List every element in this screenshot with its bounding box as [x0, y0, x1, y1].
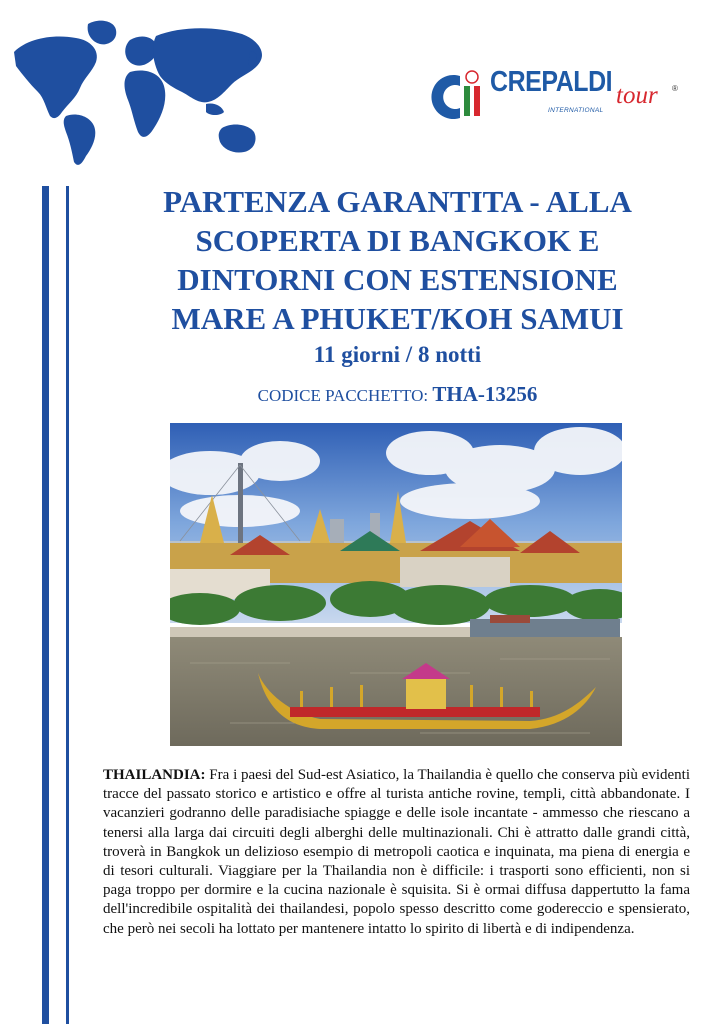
crepaldi-tour-logo [426, 62, 688, 124]
map-australia [219, 125, 256, 153]
page-title [100, 182, 695, 338]
title-line: DINTORNI CON ESTENSIONE [177, 262, 618, 297]
trip-duration: 11 giorni / 8 notti [313, 342, 482, 367]
logo-registered: ® [672, 84, 678, 93]
map-europe [125, 37, 157, 66]
package-code [100, 382, 695, 407]
title-line: SCOPERTA DI BANGKOK E [195, 223, 600, 258]
accent-line-left [42, 186, 49, 1024]
description-paragraph [103, 766, 690, 939]
accent-line-right [66, 186, 69, 1024]
map-asia [153, 28, 262, 102]
package-code-value: THA-13256 [432, 382, 538, 406]
package-code-label: CODICE PACCHETTO: [257, 386, 429, 405]
bangkok-photo [170, 423, 622, 746]
map-south-america [64, 114, 96, 164]
title-line: PARTENZA GARANTITA - ALLA [163, 184, 632, 219]
map-north-america [14, 37, 97, 119]
map-africa [125, 71, 166, 137]
logo-mark-icon [426, 68, 488, 122]
logo-script: tour [616, 82, 658, 109]
title-line: MARE A PHUKET/KOH SAMUI [171, 301, 624, 336]
description-lead: THAILANDIA: [103, 767, 206, 783]
world-map-graphic [10, 12, 268, 170]
logo-international: INTERNATIONAL [548, 107, 604, 114]
map-se-asia [206, 103, 224, 115]
description-text: Fra i paesi del Sud-est Asiatico, la Thailandia è quello che conserva più evidenti tracce del passato storico e artistico e offre al turista antiche rovine, templi, città abbandonate. I vacanzieri godranno delle paradisiache spiagge e delle isole incantate - ammesso che riescano a tenersi alla larga dai circuiti degli alberghi delle multinazionali. Chi è attratto dalle grandi città, troverà in Bangkok un delizioso esempio di metropoli caotica e inquinata, ma piena di energia e di tesori culturali. Viaggiare per la Thailandia non è difficile: i trasporti sono efficienti, non si paga troppo per dormire e la cucina nazionale è squisita. Si è ormai diffusa dappertutto la fama dell'incredibile ospitalità dei thailandesi, popolo spesso descritto come godereccio e spensierato, che però nei secoli ha lottato per mantenere intatto lo spirito di libertà e di indipendenza. [103, 767, 691, 937]
logo-brand: CREPALDI [490, 66, 613, 98]
map-greenland [88, 21, 117, 45]
